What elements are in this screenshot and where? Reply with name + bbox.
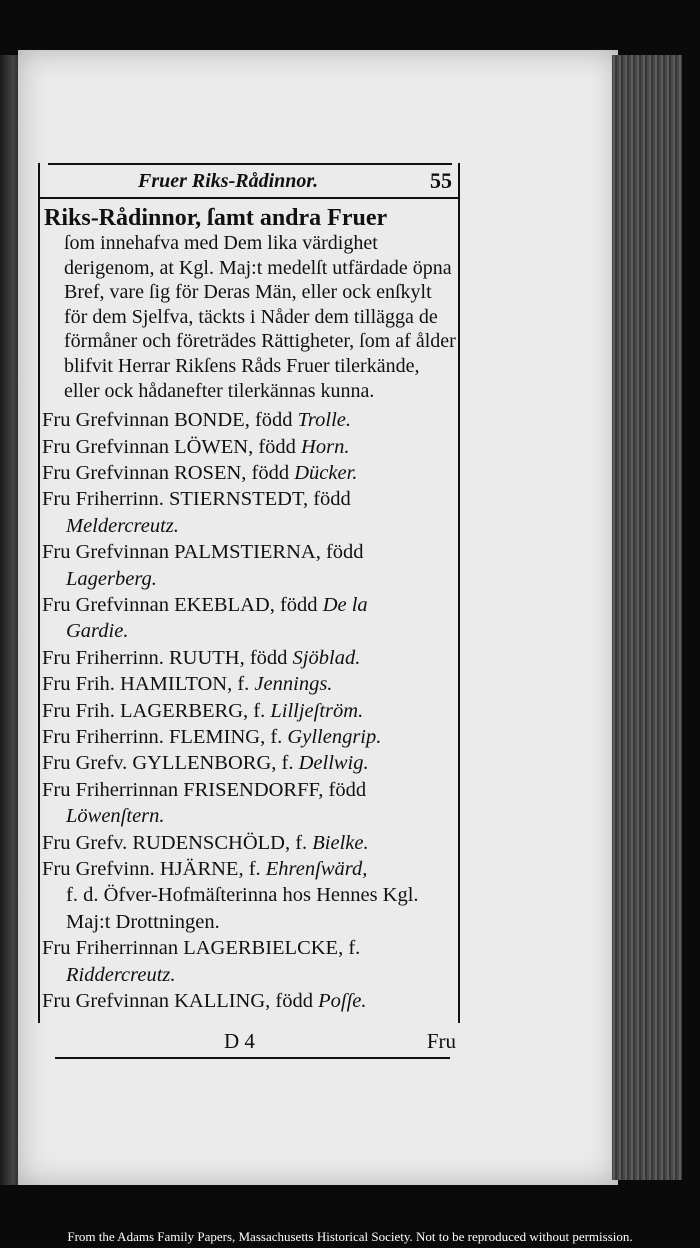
list-item xyxy=(42,592,456,645)
page-number: 55 xyxy=(430,168,452,193)
list-item xyxy=(42,407,456,433)
entry-name: Fru Grefvinnan ROSEN, född xyxy=(42,461,290,484)
running-head-title: Fruer Riks-Rådinnor. xyxy=(138,170,319,192)
entry-maiden-name: Ehrenſwärd, xyxy=(265,858,368,881)
list-item xyxy=(42,777,456,830)
entry-maiden-name: Gyllengrip. xyxy=(287,726,382,749)
entry-name: Fru Friherrinn. FLEMING, f. xyxy=(42,726,283,749)
list-item xyxy=(42,698,456,724)
entry-maiden-name: Jennings. xyxy=(254,673,333,696)
entry-name: Fru Frih. HAMILTON, f. xyxy=(42,673,250,696)
list-item xyxy=(42,539,456,592)
entry-continuation: Gardie. xyxy=(66,620,129,643)
entry-name: Fru Frih. LAGERBERG, f. xyxy=(42,699,266,722)
entry-maiden-name: De la xyxy=(322,594,368,616)
list-item xyxy=(42,724,456,750)
entry-name: Fru Friherrinn. STIERNSTEDT, född xyxy=(42,488,351,511)
entry-name: Fru Grefvinn. HJÄRNE, f. xyxy=(42,858,261,881)
entry-name: Fru Grefvinnan PALMSTIERNA, född xyxy=(42,541,364,564)
entry-name: Fru Friherrinn. RUUTH, född xyxy=(42,646,288,669)
bottom-rule xyxy=(55,1057,450,1059)
list-item xyxy=(42,486,456,539)
entry-name: Fru Grefv. GYLLENBORG, f. xyxy=(42,752,294,775)
entry-name: Fru Grefvinnan EKEBLAD, född xyxy=(42,594,318,616)
entry-maiden-name: Poſſe. xyxy=(318,990,367,1013)
page-footer xyxy=(42,1029,456,1055)
page-body xyxy=(42,205,456,1015)
entry-name: Fru Grefvinnan BONDE, född xyxy=(42,409,293,432)
page-edges xyxy=(612,55,682,1180)
entry-maiden-name: Sjöblad. xyxy=(292,646,361,669)
list-item xyxy=(42,460,456,486)
list-item xyxy=(42,671,456,697)
entry-name: Fru Grefvinnan KALLING, född xyxy=(42,990,313,1013)
list-item xyxy=(42,856,456,935)
entry-continuation: Lagerberg. xyxy=(66,567,157,590)
intro-heading: Riks-Rådinnor, ſamt andra Fruer xyxy=(44,205,388,231)
running-head xyxy=(48,168,452,194)
entry-maiden-name: Lilljeſtröm. xyxy=(270,699,364,722)
entry-continuation: Riddercreutz. xyxy=(66,963,176,986)
entry-continuation: f. d. Öfver-Hofmäſterinna hos Hennes Kgl. Maj:t Drottningen. xyxy=(66,884,419,933)
list-item xyxy=(42,750,456,776)
entries-list xyxy=(42,407,456,1014)
entry-name: Fru Grefv. RUDENSCHÖLD, f. xyxy=(42,831,308,854)
header-rule-top xyxy=(48,163,452,165)
entry-name: Fru Friherrinnan LAGERBIELCKE, f. xyxy=(42,937,361,960)
list-item xyxy=(42,830,456,856)
entry-maiden-name: Horn. xyxy=(301,435,350,458)
intro-paragraph: ſom innehafva med Dem lika värdighet derigenom, at Kgl. Maj:t medelſt utfärdade öpna Bref, vare ſig för Deras Män, eller ock enſkylt för dem Sjelfva, täckts i Nåder dem tillägga de förmåner och företrädes Rättigheter, ſom af ålder blifvit Herrar Rikſens Råds Fruer tilerkände, eller ock hådanefter tilerkännas kunna. xyxy=(64,232,456,402)
list-item xyxy=(42,988,456,1014)
entry-continuation: Meldercreutz. xyxy=(66,514,179,537)
entry-maiden-name: Trolle. xyxy=(297,409,351,432)
archive-credit: From the Adams Family Papers, Massachusetts Historical Society. Not to be reproduced without permission. xyxy=(67,1229,633,1244)
entry-maiden-name: Bielke. xyxy=(312,831,369,854)
header-rule-bottom xyxy=(38,197,458,199)
catchword: Fru xyxy=(426,1029,456,1053)
list-item xyxy=(42,935,456,988)
entry-maiden-name: Dellwig. xyxy=(298,752,369,775)
entry-name: Fru Grefvinnan LÖWEN, född xyxy=(42,435,296,458)
list-item xyxy=(42,434,456,460)
entry-continuation: Löwenſtern. xyxy=(66,805,165,828)
entry-maiden-name: Dücker. xyxy=(294,461,358,484)
signature-mark: D 4 xyxy=(224,1029,255,1053)
list-item xyxy=(42,645,456,671)
entry-name: Fru Friherrinnan FRISENDORFF, född xyxy=(42,778,367,801)
